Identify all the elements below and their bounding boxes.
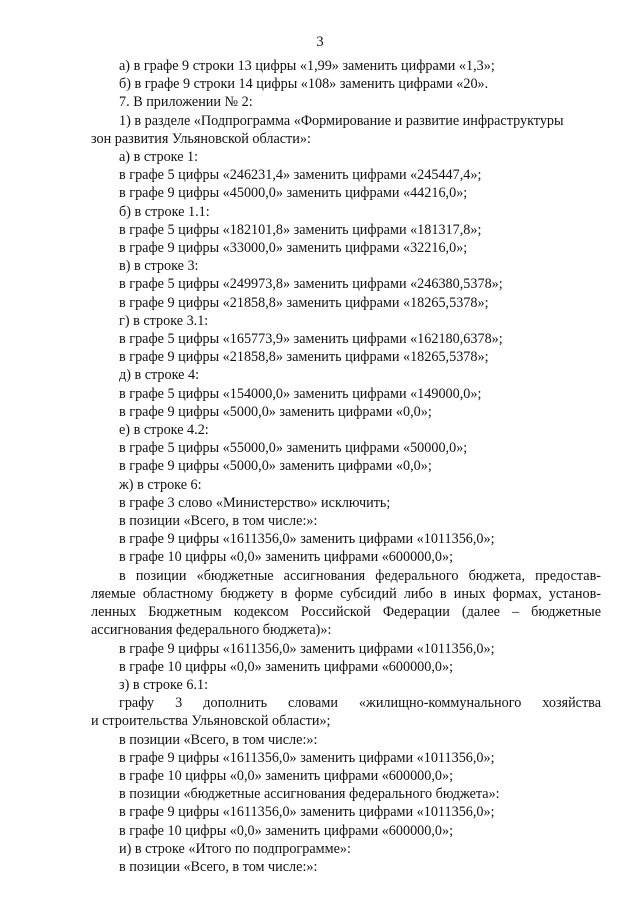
text-line: 1) в разделе «Подпрограмма «Формирование и развитие инфраструктуры	[119, 113, 564, 129]
text-line: в графе 9 цифры «1611356,0» заменить цифрами «1011356,0»;	[119, 641, 495, 657]
text-line: в позиции «Всего, в том числе:»:	[119, 513, 318, 529]
text-line: ляемые областному бюджету в форме субсидий либо в иных формах, установ-	[91, 586, 601, 602]
text-line: в графе 9 цифры «33000,0» заменить цифрами «32216,0»;	[119, 240, 468, 256]
text-line: и строительства Ульяновской области»;	[91, 713, 331, 729]
text-line: и) в строке «Итого по подпрограмме»:	[119, 841, 351, 857]
text-line: з) в строке 6.1:	[119, 677, 209, 693]
text-line: в графе 9 цифры «1611356,0» заменить цифрами «1011356,0»;	[119, 750, 495, 766]
text-line: д) в строке 4:	[119, 367, 200, 383]
text-line: в графе 10 цифры «0,0» заменить цифрами «600000,0»;	[119, 768, 454, 784]
text-line: в графе 5 цифры «246231,4» заменить цифрами «245447,4»;	[119, 167, 482, 183]
text-line: 7. В приложении № 2:	[119, 94, 253, 110]
text-line: зон развития Ульяновской области»:	[91, 131, 311, 147]
text-line: в позиции «бюджетные ассигнования федерального бюджета»:	[119, 786, 500, 802]
text-line: б) в строке 1.1:	[119, 204, 210, 220]
text-line: в графе 10 цифры «0,0» заменить цифрами «600000,0»;	[119, 823, 454, 839]
text-line: а) в строке 1:	[119, 149, 199, 165]
text-line: в графе 3 слово «Министерство» исключить;	[119, 495, 391, 511]
text-line: в позиции «Всего, в том числе:»:	[119, 859, 318, 875]
text-line: в графе 9 цифры «21858,8» заменить цифрами «18265,5378»;	[119, 295, 489, 311]
text-line: в графе 10 цифры «0,0» заменить цифрами «600000,0»;	[119, 549, 454, 565]
text-line: в графе 9 цифры «5000,0» заменить цифрами «0,0»;	[119, 458, 432, 474]
text-line: в графе 10 цифры «0,0» заменить цифрами «600000,0»;	[119, 659, 454, 675]
text-line: в графе 9 цифры «21858,8» заменить цифрами «18265,5378»;	[119, 349, 489, 365]
page-number: 3	[316, 34, 324, 50]
text-line: в графе 5 цифры «165773,9» заменить цифрами «162180,6378»;	[119, 331, 503, 347]
text-line: г) в строке 3.1:	[119, 313, 209, 329]
text-line: ассигнования федерального бюджета)»:	[91, 622, 332, 638]
text-line: в графе 5 цифры «154000,0» заменить цифрами «149000,0»;	[119, 386, 482, 402]
text-line: в графе 9 цифры «5000,0» заменить цифрами «0,0»;	[119, 404, 432, 420]
text-line: ж) в строке 6:	[119, 477, 202, 493]
text-line: а) в графе 9 строки 13 цифры «1,99» заменить цифрами «1,3»;	[119, 58, 495, 74]
text-line: в позиции «бюджетные ассигнования федерального бюджета, предостав-	[119, 568, 601, 584]
text-line: в графе 5 цифры «55000,0» заменить цифрами «50000,0»;	[119, 440, 468, 456]
text-line: в графе 9 цифры «1611356,0» заменить цифрами «1011356,0»;	[119, 531, 495, 547]
text-line: графу 3 дополнить словами «жилищно-коммунального хозяйства	[119, 695, 601, 711]
text-line: е) в строке 4.2:	[119, 422, 209, 438]
text-line: в графе 9 цифры «45000,0» заменить цифрами «44216,0»;	[119, 185, 468, 201]
text-line: в графе 9 цифры «1611356,0» заменить цифрами «1011356,0»;	[119, 804, 495, 820]
text-line: б) в графе 9 строки 14 цифры «108» заменить цифрами «20».	[119, 76, 489, 92]
text-line: в позиции «Всего, в том числе:»:	[119, 732, 318, 748]
text-line: ленных Бюджетным кодексом Российской Федерации (далее – бюджетные	[91, 604, 601, 620]
text-line: в графе 5 цифры «249973,8» заменить цифрами «246380,5378»;	[119, 276, 503, 292]
text-line: в) в строке 3:	[119, 258, 199, 274]
text-line: в графе 5 цифры «182101,8» заменить цифрами «181317,8»;	[119, 222, 482, 238]
